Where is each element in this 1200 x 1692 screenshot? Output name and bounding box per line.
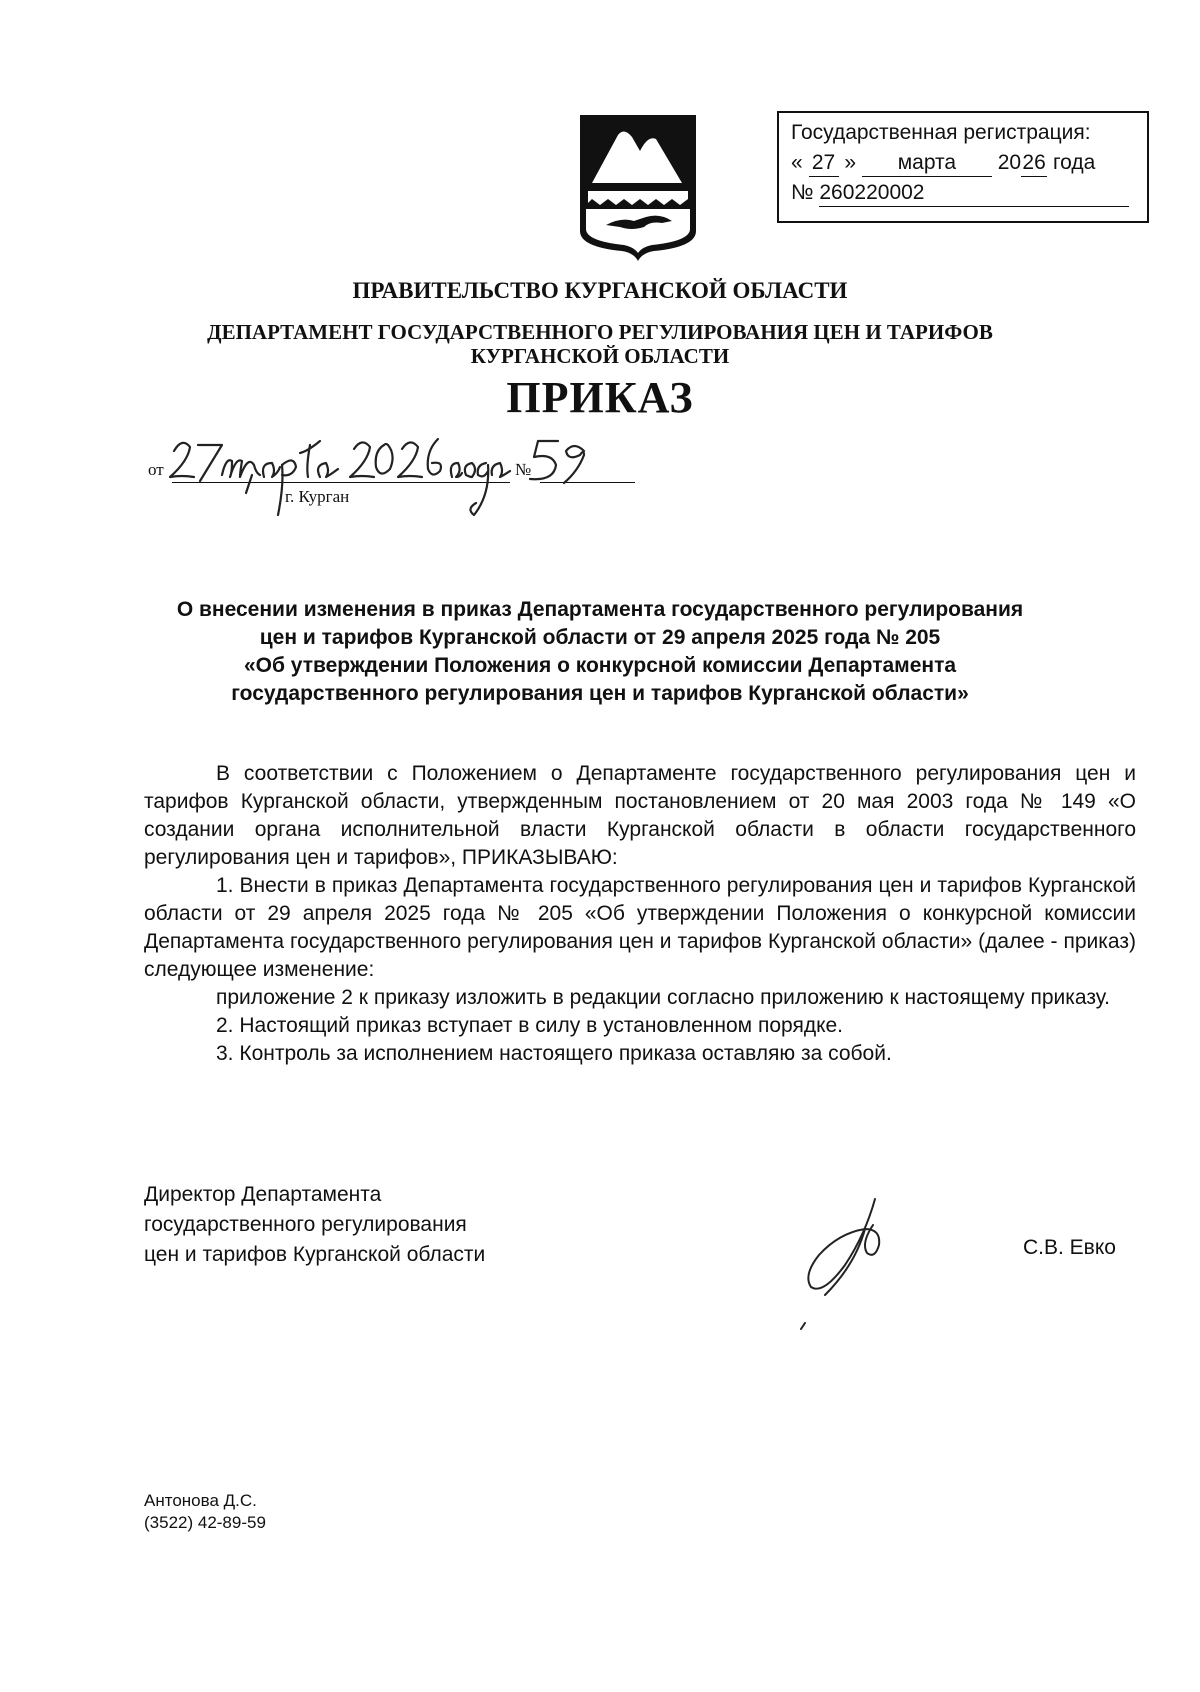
- subject-line3: «Об утверждении Положения о конкурсной комиссии Департамента: [243, 654, 957, 677]
- registration-day-open: «: [791, 151, 803, 174]
- from-label: от: [148, 460, 164, 479]
- registration-day-close: »: [844, 151, 857, 174]
- item-3-paragraph: 3. Контроль за исполнением настоящего приказа оставляю за собой.: [216, 1042, 892, 1065]
- registration-year-suffix: 26: [1021, 150, 1047, 177]
- preamble-paragraph: В соответствии с Положением о Департаменте государственного регулирования цен и тарифов Курганской области, утвержденным постановлением от 20 мая 2003 года № 149 «О создании органа исполнительной власти Курганской области в области государственного регулирования цен и тарифов», ПРИКАЗЫВАЮ:: [144, 762, 1136, 869]
- registration-year-prefix: 20: [997, 151, 1022, 174]
- government-title: ПРАВИТЕЛЬСТВО КУРГАНСКОЙ ОБЛАСТИ: [352, 278, 848, 303]
- position-line2: государственного регулирования: [144, 1213, 467, 1236]
- signer-name: С.В. Евко: [1023, 1236, 1116, 1259]
- document-type-title: ПРИКАЗ: [506, 373, 694, 422]
- registration-number-row: [791, 180, 1141, 206]
- coat-of-arms-emblem: [576, 113, 700, 261]
- subject-line4: государственного регулирования цен и тарифов Курганской области»: [231, 682, 969, 705]
- department-title-line2: КУРГАНСКОЙ ОБЛАСТИ: [470, 344, 730, 368]
- item-1-subparagraph: приложение 2 к приказу изложить в редакции согласно приложению к настоящему приказу.: [216, 986, 1110, 1009]
- handwritten-signature: [795, 1195, 905, 1330]
- signatory-position: [144, 1180, 485, 1270]
- registration-day: 27: [809, 150, 839, 177]
- position-line1: Директор Департамента: [144, 1183, 382, 1206]
- department-title-line1: ДЕПАРТАМЕНТ ГОСУДАРСТВЕННОГО РЕГУЛИРОВАНИЯ ЦЕН И ТАРИФОВ: [207, 320, 993, 344]
- contact-name: Антонова Д.С.: [144, 1491, 257, 1510]
- city-label: г. Курган: [285, 487, 350, 506]
- order-number-label: №: [515, 460, 532, 479]
- position-line3: цен и тарифов Курганской области: [144, 1243, 486, 1266]
- registration-box: [777, 111, 1149, 223]
- registration-number: 260220002: [819, 180, 1129, 207]
- item-1-paragraph: 1. Внести в приказ Департамента государственного регулирования цен и тарифов Курганской области от 29 апреля 2025 года № 205 «Об утверждении Положения о конкурсной комиссии Департамента государственного регулирования цен и тарифов Курганской области» (далее - приказ) следующее изменение:: [144, 874, 1136, 981]
- registration-number-label: №: [791, 181, 814, 204]
- registration-month: марта: [862, 150, 992, 177]
- contact-block: [144, 1490, 266, 1534]
- contact-phone: (3522) 42-89-59: [144, 1513, 266, 1532]
- order-subject: [130, 596, 1070, 708]
- handwritten-date-and-number: [160, 425, 640, 520]
- subject-line2: цен и тарифов Курганской области от 29 апреля 2025 года № 205: [259, 626, 941, 649]
- subject-line1: О внесении изменения в приказ Департамента государственного регулирования: [176, 598, 1024, 621]
- registration-title: Государственная регистрация:: [791, 121, 1091, 144]
- registration-year-word: года: [1052, 151, 1096, 174]
- registration-date: [791, 150, 1141, 176]
- item-2-paragraph: 2. Настоящий приказ вступает в силу в установленном порядке.: [216, 1014, 844, 1037]
- order-body: [144, 760, 1136, 1068]
